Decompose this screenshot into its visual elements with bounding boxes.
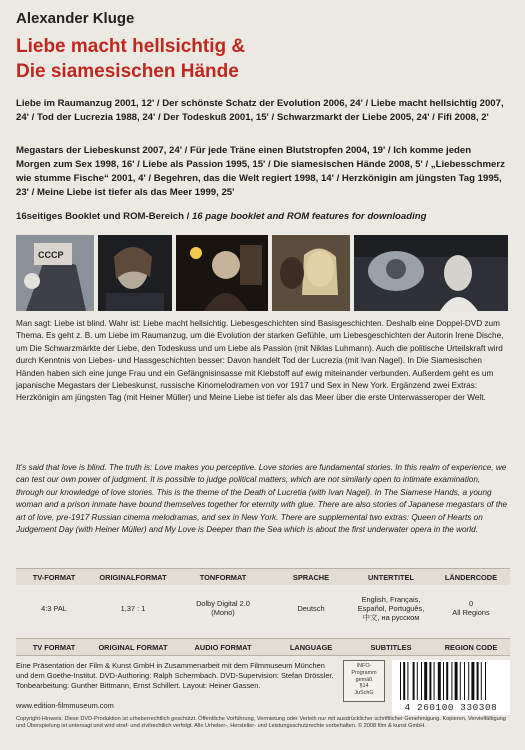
tech-header-en	[16, 638, 510, 656]
still-photo-3-image	[176, 235, 268, 311]
barcode-bar	[455, 662, 458, 700]
barcode-bar	[413, 662, 415, 700]
film-list-2: Megastars der Liebeskunst 2007, 24' / Für jede Träne einen Blutstropfen 2004, 19' / Ich komme jeden Morgen zum Sex 1998, 16' / Liebe als Passion 1995, 15' / Die siamesischen Hände 2008, 5' / „Liebesschmerz wie stumme Fische“ 2001, 4' / Begehren, das die Welt regiert 1998, 14' / Herzkönigin am jüngsten Tag 1995, 23' / Meine Liebe ist tiefer als das Meer 1999, 25'	[16, 145, 505, 198]
website-url[interactable]: www.edition-filmmuseum.com	[16, 701, 114, 710]
barcode-bar	[464, 662, 465, 700]
photo-strip	[16, 235, 508, 311]
still-photo-4-image	[272, 235, 350, 311]
barcode-bar	[485, 662, 486, 700]
still-photo-5	[354, 235, 508, 311]
tech-header-de-cell: ORIGINALFORMAT	[99, 573, 167, 582]
tech-header-en-cell: ORIGINAL FORMAT	[98, 643, 168, 652]
barcode-bar	[407, 662, 408, 700]
tech-header-en-cell: LANGUAGE	[289, 643, 333, 652]
barcode-bar	[403, 662, 405, 700]
tech-value: Dolby Digital 2.0 (Mono)	[196, 599, 250, 617]
barcode-number: 4 260100 330308	[404, 702, 498, 713]
tech-value: 4:3 PAL	[41, 604, 67, 613]
tech-header-de-cell: TONFORMAT	[199, 573, 247, 582]
booklet-note-de: 16seitiges Booklet und ROM-Bereich /	[16, 211, 190, 222]
still-photo-2	[98, 235, 172, 311]
barcode-bars	[392, 660, 510, 702]
film-list-1: Liebe im Raumanzug 2001, 12' / Der schönste Schatz der Evolution 2006, 24' / Liebe macht hellsichtig 2007, 24' / Tod der Lucrezia 1988, 24' / Der Todeskuß 2001, 15' / Schwarzmarkt der Liebe 2005, 24' / Fifi 2008, 2'	[16, 98, 504, 123]
barcode-bar	[438, 662, 441, 700]
barcode-bar	[424, 662, 427, 700]
barcode-bar	[446, 662, 448, 700]
title-line-1: Liebe macht hellsichtig &	[16, 36, 246, 57]
tech-value: 0 All Regions	[452, 599, 490, 617]
still-photo-3	[176, 235, 268, 311]
tech-value: English, Français, Español, Português, 中文, на русском	[357, 595, 425, 622]
tech-header-de-cell: UNTERTITEL	[368, 573, 414, 582]
still-photo-1-image	[16, 235, 94, 311]
legal-notice: Copyright-Hinweis: Diese DVD-Produktion ist urheberrechtlich geschützt. Öffentliche Vorführung, Vermietung oder Verleih nur mit ausdrücklicher schriftlicher Genehmigung. Kopieren, Vervielfältigung und Überspielung ist untersagt und wird straf- und zivilrechtlich verfolgt. Alle Urheber-, Hersteller- und Leistungsschutzrechte vorbehalten. © 2008 film & kunst GmbH.	[16, 716, 506, 730]
barcode-bar	[471, 662, 474, 700]
barcode-bar	[451, 662, 452, 700]
barcode-bar	[460, 662, 461, 700]
booklet-note	[16, 211, 426, 222]
page-title	[16, 34, 245, 84]
barcode	[392, 660, 510, 715]
still-photo-5-image	[354, 235, 508, 311]
info-program-badge: INFO- Programm gemäß §14 JuSchG	[343, 660, 385, 702]
barcode-bar	[417, 662, 418, 700]
tech-header-de-cell: TV-FORMAT	[32, 573, 76, 582]
barcode-bar	[400, 662, 401, 700]
tech-specs-table	[16, 568, 510, 658]
tech-header-en-cell: AUDIO FORMAT	[194, 643, 252, 652]
tech-header-de-cell: SPRACHE	[292, 573, 330, 582]
barcode-bar	[481, 662, 482, 700]
booklet-note-en: 16 page booklet and ROM features for downloading	[191, 211, 427, 222]
barcode-bar	[429, 662, 431, 700]
tech-value: 1,37 : 1	[120, 604, 146, 613]
barcode-bar	[468, 662, 469, 700]
still-photo-1	[16, 235, 94, 311]
barcode-bar	[421, 662, 422, 700]
barcode-bar	[443, 662, 444, 700]
credits-text: Eine Präsentation der Film & Kunst GmbH in Zusammenarbeit mit dem Filmmuseum München und dem Goethe-Institut. DVD-Authoring: Ralph Schermbach. DVD-Supervision: Stefan Drössler. Tonbearbeitung: Gunther Bittmann, Ernst Schillert. Layout: Heiner Gassen.	[16, 661, 334, 690]
tech-header-en-cell: SUBTITLES	[370, 643, 412, 652]
description-german: Man sagt: Liebe ist blind. Wahr ist: Liebe macht hellsichtig. Liebesgeschichten sind Basisgeschichten. Deshalb eine Doppel-DVD zum Thema. Es geht z. B. um Liebe im Raumanzug, um die Evolution der starken Gefühle, um Liebesgeschichten der Autorin Irene Dische, um Die Schwarzmärkte der Liebe, den Todeskuss und um Liebe als Passion (mit Niklas Luhmann). Auch die politische Urteilskraft wird durch Kenntnis von Liebes- und Hassgeschichten besser: Davon handelt Tod der Lucrezia (mit Ivan Nagel). In Die Siamesischen Händen haben sich eine junge Frau und ein Gefängnisinsasse mit Klebstoff auf ewig miteinander verbunden. Außerdem geht es um japanische Megastars der Liebeskunst, russische Kinomelodramen von vor 1917 und Sex in New York. Ergänzend zwei Extras: Herzkönigin am jüngsten Tag (mit Heiner Müller) und Meine Liebe ist tiefer als das Meer über die erste Unterwasseroper der Welt.	[16, 319, 504, 403]
title-line-2: Die siamesischen Hände	[16, 61, 239, 82]
tech-values-row	[16, 585, 510, 637]
author-name: Alexander Kluge	[16, 10, 135, 27]
svg-text:CCCP: CCCP	[38, 250, 64, 260]
tech-header-de-cell: LÄNDERCODE	[444, 573, 498, 582]
still-photo-4	[272, 235, 350, 311]
tech-header-de	[16, 568, 510, 586]
barcode-bar	[477, 662, 479, 700]
barcode-bar	[434, 662, 435, 700]
description-english: It's said that love is blind. The truth is: Love makes you perceptive. Love stories are fundamental stories. In this realm of experience, we can test our own power of judgment. It is possible to judge political matters, which are not similarly open to intimate examination, through our knowledge of love stories. This is the theme of the Death of Lucretia (with Ivan Nagel). In The Siamese Hands, a young woman and a prison inmate have bound themselves together for eternity with glue. There are also stories of Japanese megastars of the art of love, pre-1917 Russian cinema melodramas, and sex in New York. There are supplemental two extras: Queen of Hearts on Judgement Day (with Heiner Müller) and My Love is Deeper than the Sea which is about the first underwater opera in the world.	[16, 463, 508, 535]
still-photo-2-image	[98, 235, 172, 311]
tech-header-en-cell: REGION CODE	[444, 643, 498, 652]
tech-value: Deutsch	[297, 604, 325, 613]
tech-header-en-cell: TV FORMAT	[32, 643, 76, 652]
